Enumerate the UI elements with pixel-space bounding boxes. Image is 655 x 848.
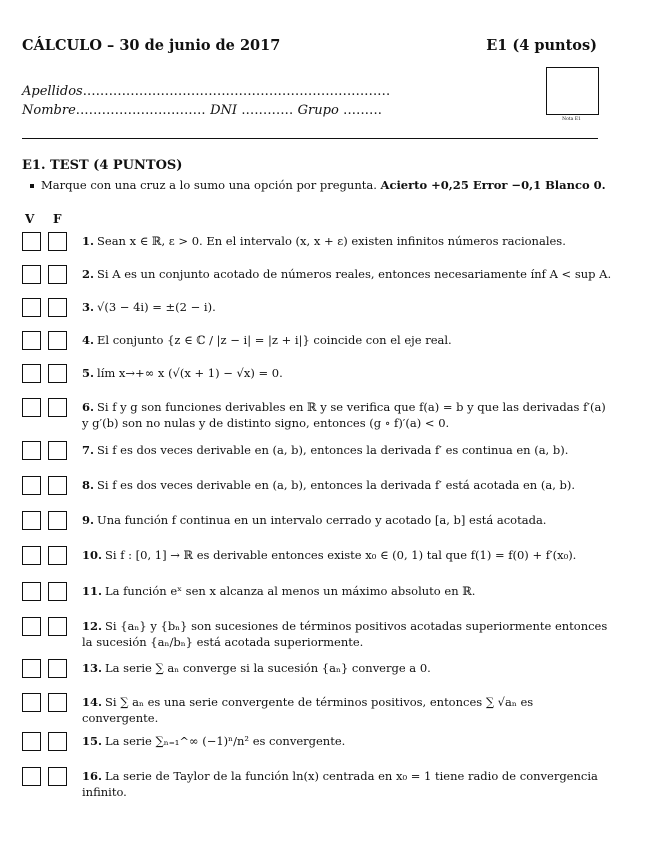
checkbox-true[interactable]	[22, 265, 41, 284]
apellidos-field: Apellidos.......................................................................	[22, 84, 391, 99]
checkbox-false[interactable]	[48, 398, 67, 417]
dni-label: DNI	[210, 103, 238, 118]
checkbox-false[interactable]	[48, 767, 67, 786]
checkbox-true[interactable]	[22, 298, 41, 317]
column-header-v: V	[25, 212, 35, 226]
checkbox-false[interactable]	[48, 298, 67, 317]
question-text: 9. Una función f continua en un intervalo cerrado y acotado [a, b] está acotada.	[82, 513, 547, 527]
checkbox-true[interactable]	[22, 331, 41, 350]
instruction-scoring: Acierto +0,25 Error −0,1 Blanco 0.	[380, 178, 606, 192]
checkbox-false[interactable]	[48, 659, 67, 678]
exam-title: CÁLCULO – 30 de junio de 2017	[22, 37, 281, 54]
checkbox-true[interactable]	[22, 732, 41, 751]
instruction	[30, 178, 606, 192]
question-text: 1. Sean x ∈ ℝ, ε > 0. En el intervalo (x, x + ε) existen infinitos números racionales.	[82, 234, 566, 248]
header-divider	[22, 138, 598, 139]
checkbox-true[interactable]	[22, 693, 41, 712]
checkbox-true[interactable]	[22, 617, 41, 636]
question-text: 3. √(3 − 4i) = ±(2 − i).	[82, 300, 216, 314]
checkbox-false[interactable]	[48, 732, 67, 751]
apellidos-label: Apellidos	[22, 84, 83, 99]
question-text: 10. Si f : [0, 1] → ℝ es derivable entonces existe x₀ ∈ (0, 1) tal que f(1) = f(0) + f′(x₀).	[82, 548, 577, 562]
checkbox-false[interactable]	[48, 331, 67, 350]
checkbox-false[interactable]	[48, 582, 67, 601]
checkbox-false[interactable]	[48, 617, 67, 636]
checkbox-false[interactable]	[48, 232, 67, 251]
checkbox-true[interactable]	[22, 232, 41, 251]
question-text: 5. lím x→+∞ x (√(x + 1) − √x) = 0.	[82, 366, 283, 380]
question-text: 15. La serie ∑ₙ₌₁^∞ (−1)ⁿ/n² es convergente.	[82, 734, 346, 748]
section-title: E1. TEST (4 PUNTOS)	[22, 158, 183, 173]
question-text: 11. La función eˣ sen x alcanza al menos un máximo absoluto en ℝ.	[82, 584, 476, 598]
checkbox-false[interactable]	[48, 546, 67, 565]
nombre-label: Nombre	[22, 103, 76, 118]
question-text: 12. Si {aₙ} y {bₙ} son sucesiones de términos positivos acotadas superiormente entonces la sucesión {aₙ/bₙ} está acotada superiormente.	[82, 619, 608, 649]
grade-box[interactable]	[546, 67, 599, 115]
checkbox-false[interactable]	[48, 476, 67, 495]
checkbox-false[interactable]	[48, 441, 67, 460]
bullet-icon	[30, 184, 34, 188]
checkbox-true[interactable]	[22, 767, 41, 786]
question-text: 8. Si f es dos veces derivable en (a, b), entonces la derivada f′ está acotada en (a, b).	[82, 478, 576, 492]
instruction-text: Marque con una cruz a lo sumo una opción por pregunta.	[41, 178, 377, 192]
nombre-field: Nombre.............................. DNI ............ Grupo .........	[22, 103, 383, 118]
checkbox-true[interactable]	[22, 364, 41, 383]
checkbox-true[interactable]	[22, 582, 41, 601]
checkbox-true[interactable]	[22, 398, 41, 417]
checkbox-false[interactable]	[48, 364, 67, 383]
question-text: 16. La serie de Taylor de la función ln(x) centrada en x₀ = 1 tiene radio de convergencia infinito.	[82, 769, 598, 799]
question-text: 14. Si ∑ aₙ es una serie convergente de términos positivos, entonces ∑ √aₙ es convergente.	[82, 695, 534, 725]
column-header-f: F	[53, 212, 62, 226]
checkbox-true[interactable]	[22, 441, 41, 460]
question-text: 7. Si f es dos veces derivable en (a, b), entonces la derivada f′ es continua en (a, b).	[82, 443, 569, 457]
question-text: 4. El conjunto {z ∈ ℂ / |z − i| = |z + i|} coincide con el eje real.	[82, 333, 452, 347]
checkbox-true[interactable]	[22, 511, 41, 530]
checkbox-false[interactable]	[48, 693, 67, 712]
checkbox-true[interactable]	[22, 546, 41, 565]
question-text: 6. Si f y g son funciones derivables en ℝ y se verifica que f(a) = b y que las derivadas f′(a) y g′(b) son no nulas y de distinto signo, entonces (g ∘ f)′(a) < 0.	[82, 400, 606, 430]
exam-points: E1 (4 puntos)	[486, 37, 597, 54]
question-text: 2. Si A es un conjunto acotado de números reales, entonces necesariamente ínf A < sup A.	[82, 267, 612, 281]
grupo-label: Grupo	[297, 103, 339, 118]
checkbox-false[interactable]	[48, 265, 67, 284]
question-text: 13. La serie ∑ aₙ converge si la sucesión {aₙ} converge a 0.	[82, 661, 431, 675]
checkbox-false[interactable]	[48, 511, 67, 530]
grade-label: Nota E1	[562, 117, 581, 122]
checkbox-true[interactable]	[22, 659, 41, 678]
checkbox-true[interactable]	[22, 476, 41, 495]
